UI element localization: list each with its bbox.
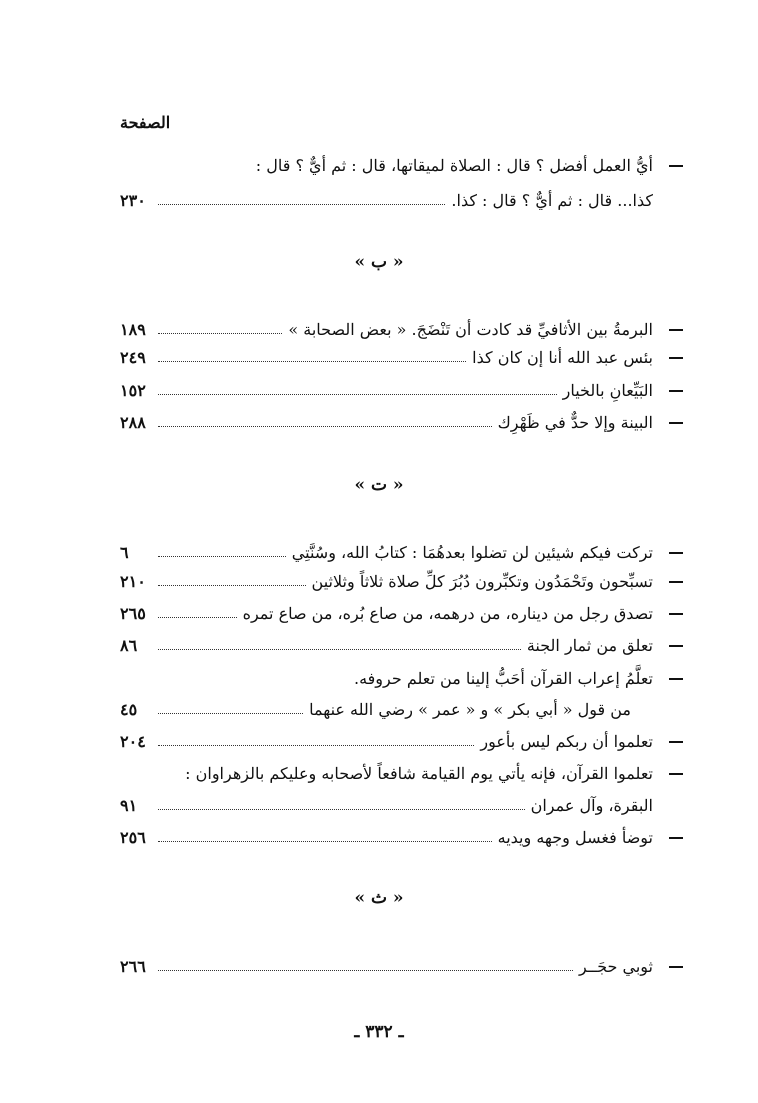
- index-entry: [120, 185, 653, 215]
- entry-dash: [669, 837, 683, 839]
- dot-leader: [158, 649, 521, 650]
- index-entry: [120, 342, 653, 372]
- entry-page-number: ١٨٩: [120, 319, 146, 339]
- page-number-footer: ـ ٣٣٢ ـ: [354, 1022, 404, 1042]
- entry-page-number: ٢٣٠: [120, 190, 146, 210]
- dot-leader: [158, 713, 303, 714]
- entry-text: تعلموا أن ربكم ليس بأعور: [480, 731, 653, 751]
- dot-leader: [158, 841, 492, 842]
- entry-page-number: ٢١٠: [120, 571, 146, 591]
- index-entry: [120, 663, 653, 693]
- entry-dash: [669, 613, 683, 615]
- entry-text: توضأ فغسل وجهه ويديه: [497, 827, 653, 847]
- index-entry: [120, 790, 653, 820]
- entry-page-number: ٢٦٦: [120, 956, 146, 976]
- index-entry: [120, 822, 653, 852]
- entry-dash: [669, 357, 683, 359]
- entry-dash: [669, 165, 683, 167]
- index-entry: [120, 566, 653, 596]
- entry-dash: [669, 645, 683, 647]
- index-entry: [120, 314, 653, 344]
- entry-dash: [669, 552, 683, 554]
- entry-dash: [669, 581, 683, 583]
- entry-text: كذا... قال : ثم أيٌّ ؟ قال : كذا.: [451, 190, 653, 210]
- entry-text: تعلموا القرآن، فإنه يأتي يوم القيامة شافعاً لأصحابه وعليكم بالزهراوان :: [185, 763, 653, 783]
- dot-leader: [158, 333, 282, 334]
- index-entry: [120, 407, 653, 437]
- index-entry: [120, 375, 653, 405]
- dot-leader: [158, 970, 573, 971]
- entry-dash: [669, 966, 683, 968]
- section-letter-ba: « ب »: [354, 252, 404, 272]
- entry-text: تعلق من ثمار الجنة: [526, 635, 653, 655]
- entry-page-number: ٨٦: [120, 635, 138, 655]
- entry-text: تعلَّمُ إعراب القرآن أحَبُّ إلينا من تعلم حروفه.: [353, 668, 653, 688]
- entry-text: تصدق رجل من ديناره، من درهمه، من صاع بُره، من صاع تمره: [242, 603, 653, 623]
- index-entry: [120, 694, 653, 724]
- index-entry: [120, 630, 653, 660]
- entry-text: البرمةُ بين الأثافيِّ قد كادت أن تَنْضَجَ. « بعض الصحابة »: [288, 319, 653, 339]
- entry-page-number: ٩١: [120, 795, 138, 815]
- entry-text: تسبِّحون وتَحْمَدُون وتكبِّرون دُبُرَ كلِّ صلاة ثلاثاً وثلاثين: [311, 571, 653, 591]
- entry-page-number: ١٥٢: [120, 380, 146, 400]
- dot-leader: [158, 361, 466, 362]
- dot-leader: [158, 585, 306, 586]
- index-entry: [120, 726, 653, 756]
- entry-dash: [669, 741, 683, 743]
- index-entry: [120, 758, 653, 788]
- dot-leader: [158, 617, 237, 618]
- entry-dash: [669, 422, 683, 424]
- section-letter-ta: « ت »: [354, 475, 404, 495]
- entry-text: ثوبي حجَــر: [578, 956, 653, 976]
- entry-text: البَيِّعانِ بالخيار: [562, 380, 653, 400]
- entry-dash: [669, 329, 683, 331]
- entry-text: من قول « أبي بكر » و « عمر » رضي الله عنهما: [309, 699, 631, 719]
- entry-page-number: ٦: [120, 542, 129, 562]
- index-entry: [120, 537, 653, 567]
- dot-leader: [158, 809, 525, 810]
- entry-dash: [669, 678, 683, 680]
- entry-dash: [669, 390, 683, 392]
- entry-text: تركت فيكم شيئين لن تضلوا بعدهُمَا : كتابُ الله، وسُنَّتِي: [291, 542, 653, 562]
- dot-leader: [158, 556, 286, 557]
- index-entry: [120, 150, 653, 180]
- dot-leader: [158, 426, 492, 427]
- entry-page-number: ٢٥٦: [120, 827, 146, 847]
- dot-leader: [158, 394, 557, 395]
- entry-text: بئس عبد الله أنا إن كان كذا: [472, 347, 653, 367]
- entry-page-number: ٢٠٤: [120, 731, 146, 751]
- entry-page-number: ٢٨٨: [120, 412, 146, 432]
- entry-text: البينة وإلا حدٌّ في ظَهْرِك: [497, 412, 653, 432]
- entry-page-number: ٤٥: [120, 699, 138, 719]
- dot-leader: [158, 204, 445, 205]
- entry-text: أيُّ العمل أفضل ؟ قال : الصلاة لميقاتها، قال : ثم أيٌّ ؟ قال :: [255, 155, 653, 175]
- index-entry: [120, 598, 653, 628]
- entry-text: البقرة، وآل عمران: [530, 795, 653, 815]
- entry-dash: [669, 773, 683, 775]
- entry-page-number: ٢٤٩: [120, 347, 146, 367]
- index-entry: [120, 951, 653, 981]
- page-column-header: الصفحة: [120, 113, 171, 132]
- dot-leader: [158, 745, 474, 746]
- entry-page-number: ٢٦٥: [120, 603, 146, 623]
- section-letter-tha: « ث »: [354, 888, 404, 908]
